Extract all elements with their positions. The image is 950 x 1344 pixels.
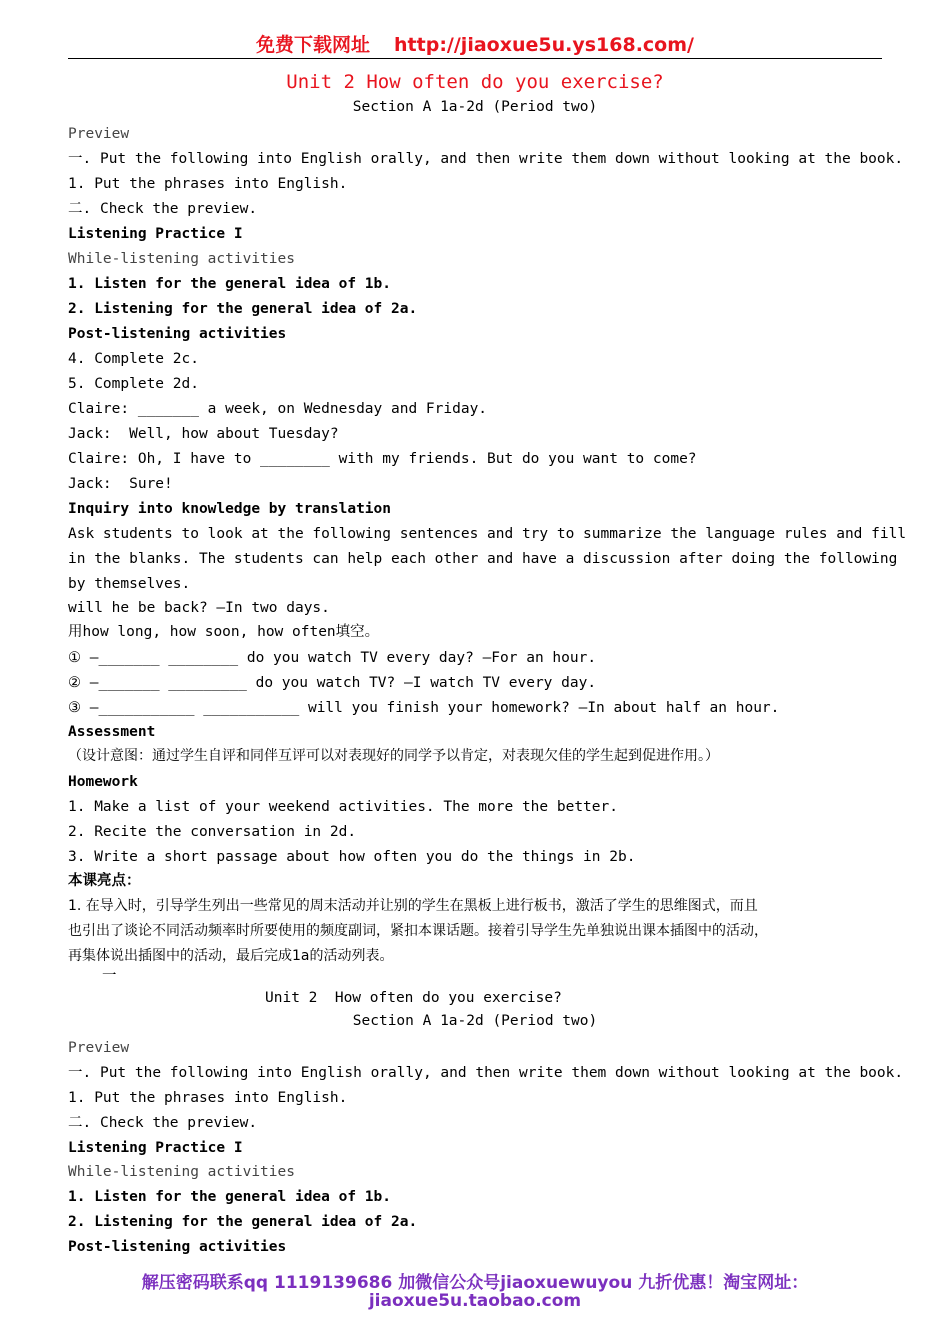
doc-subtitle: Section A 1a-2d (Period two) <box>352 99 598 115</box>
listening-item-2: 2. Listening for the general idea of 2a. <box>68 301 418 317</box>
instruction-line-3: by themselves. <box>68 576 191 592</box>
complete-2d: 5. Complete 2d. <box>68 376 199 392</box>
exercise-question-1: ① —_______ ________ do you watch TV every day? —For an hour. <box>68 650 597 666</box>
header-label: 免费下载网址 <box>256 34 371 56</box>
example-sentence: will he be back? —In two days. <box>68 600 330 616</box>
highlights-heading: 本课亮点： <box>68 873 141 889</box>
repeat-listening-item-1: 1. Listen for the general idea of 1b. <box>68 1189 392 1205</box>
dialogue-line-2: Jack: Well, how about Tuesday? <box>68 426 339 442</box>
dialogue-line-1: Claire: _______ a week, on Wednesday and Friday. <box>68 401 488 417</box>
highlights-line-2: 也引出了谈论不同活动频率时所要使用的频度副词，紧扣本课话题。接着引导学生先单独说出课本插图中的活动， <box>68 923 768 939</box>
instruction-line-1: Ask students to look at the following sentences and try to summarize the language rules and fill <box>68 526 907 542</box>
repeat-preview-heading: Preview <box>68 1040 130 1056</box>
homework-item-1: 1. Make a list of your weekend activities. The more the better. <box>68 799 618 815</box>
complete-2c: 4. Complete 2c. <box>68 351 199 367</box>
homework-heading: Homework <box>68 774 138 790</box>
homework-item-2: 2. Recite the conversation in 2d. <box>68 824 357 840</box>
dialogue-line-4: Jack: Sure! <box>68 476 173 492</box>
repeat-preview-item-3: 二. Check the preview. <box>68 1115 258 1131</box>
repeat-listening-heading: Listening Practice I <box>68 1140 243 1156</box>
repeat-post-listening-heading: Post-listening activities <box>68 1239 287 1255</box>
header-divider <box>68 58 882 59</box>
footer-contact: 解压密码联系qq 1119139686 加微信公众号jiaoxuewuyou 九折优惠！淘宝网址： <box>141 1273 809 1293</box>
repeat-title: Unit 2 How often do you exercise? <box>265 990 562 1006</box>
exercise-question-3: ③ —___________ ___________ will you finish your homework? —In about half an hour. <box>68 700 780 716</box>
preview-item-2: 1. Put the phrases into English. <box>68 176 348 192</box>
header-url-link[interactable]: http://jiaoxue5u.ys168.com/ <box>394 34 694 56</box>
preview-heading: Preview <box>68 126 130 142</box>
listening-heading: Listening Practice I <box>68 226 243 242</box>
repeat-while-listening-heading: While-listening activities <box>68 1164 295 1180</box>
homework-item-3: 3. Write a short passage about how often you do the things in 2b. <box>68 849 636 865</box>
preview-item-1: 一. Put the following into English orally, and then write them down without looking at the book. <box>68 151 904 167</box>
repeat-subtitle: Section A 1a-2d (Period two) <box>352 1013 598 1029</box>
while-listening-heading: While-listening activities <box>68 251 295 267</box>
repeat-preview-item-1: 一. Put the following into English orally, and then write them down without looking at the book. <box>68 1065 904 1081</box>
inquiry-heading: Inquiry into knowledge by translation <box>68 501 392 517</box>
highlights-line-1: 1. 在导入时，引导学生列出一些常见的周末活动并让别的学生在黑板上进行板书，激活了学生的思维图式，而且 <box>68 898 758 914</box>
instruction-line-2: in the blanks. The students can help each other and have a discussion after doing the following <box>68 551 898 567</box>
dialogue-line-3: Claire: Oh, I have to ________ with my friends. But do you want to come? <box>68 451 697 467</box>
footer-shop-link[interactable]: jiaoxue5u.taobao.com <box>368 1291 582 1311</box>
doc-title: Unit 2 How often do you exercise? <box>286 71 664 93</box>
post-listening-heading: Post-listening activities <box>68 326 287 342</box>
assessment-heading: Assessment <box>68 724 156 740</box>
stray-dash: 一 <box>102 968 117 984</box>
highlights-line-3: 再集体说出插图中的活动，最后完成1a的活动列表。 <box>68 948 394 964</box>
repeat-listening-item-2: 2. Listening for the general idea of 2a. <box>68 1214 418 1230</box>
preview-item-3: 二. Check the preview. <box>68 201 258 217</box>
repeat-preview-item-2: 1. Put the phrases into English. <box>68 1090 348 1106</box>
exercise-question-2: ② —_______ _________ do you watch TV? —I watch TV every day. <box>68 675 597 691</box>
design-intent-note: （设计意图：通过学生自评和同伴互评可以对表现好的同学予以肯定，对表现欠佳的学生起到促进作用。） <box>68 748 719 764</box>
site-header <box>0 30 950 57</box>
fill-in-instruction: 用how long, how soon, how often填空。 <box>68 624 380 640</box>
listening-item-1: 1. Listen for the general idea of 1b. <box>68 276 392 292</box>
